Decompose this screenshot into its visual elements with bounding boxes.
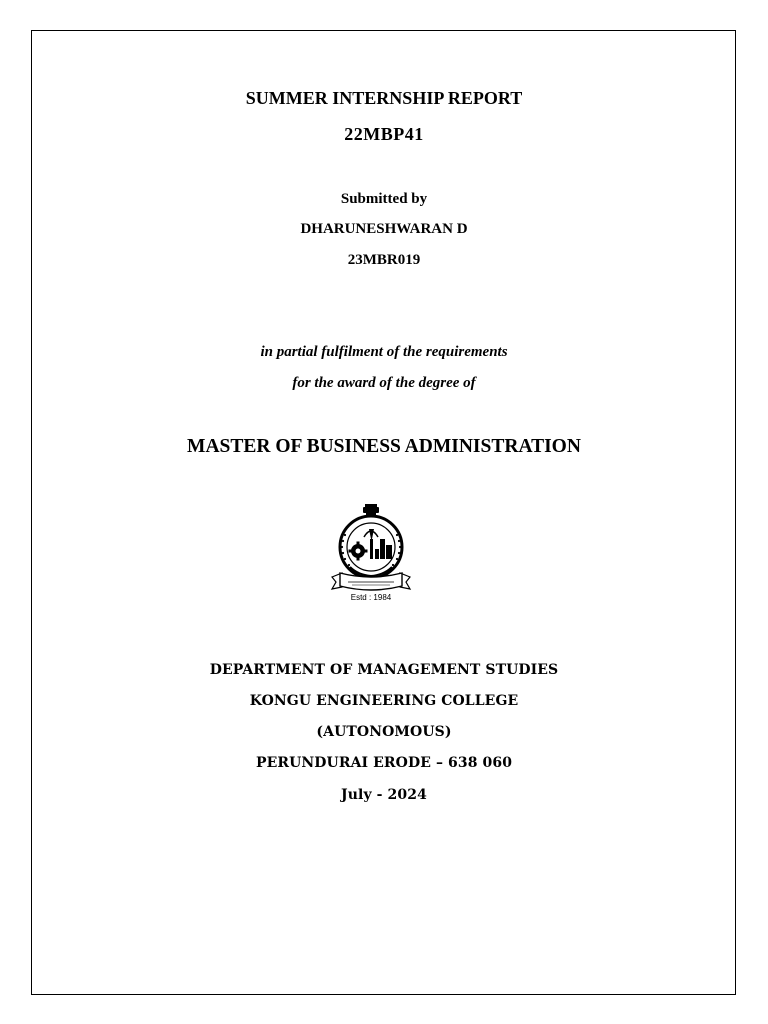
crown-icon <box>363 504 379 516</box>
student-name: DHARUNESHWARAN D <box>300 221 468 237</box>
fulfilment-line-2: for the award of the degree of <box>292 375 476 391</box>
established-label: Estd : 1984 <box>350 593 392 602</box>
college-emblem-icon <box>328 503 414 603</box>
fulfilment-line-1: in partial fulfilment of the requirements <box>260 344 508 360</box>
college-name: KONGU ENGINEERING COLLEGE <box>249 693 519 709</box>
submitted-by-label: Submitted by <box>340 191 428 207</box>
register-number: 23MBR019 <box>347 252 421 268</box>
degree-title: MASTER OF BUSINESS ADMINISTRATION <box>187 436 581 457</box>
department-name: DEPARTMENT OF MANAGEMENT STUDIES <box>209 662 559 678</box>
college-status: (AUTONOMOUS) <box>316 724 452 740</box>
report-title: SUMMER INTERNSHIP REPORT <box>245 88 523 108</box>
college-address: PERUNDURAI ERODE – 638 060 <box>255 755 513 771</box>
course-code: 22MBP41 <box>344 124 424 144</box>
report-date: July - 2024 <box>341 787 427 803</box>
